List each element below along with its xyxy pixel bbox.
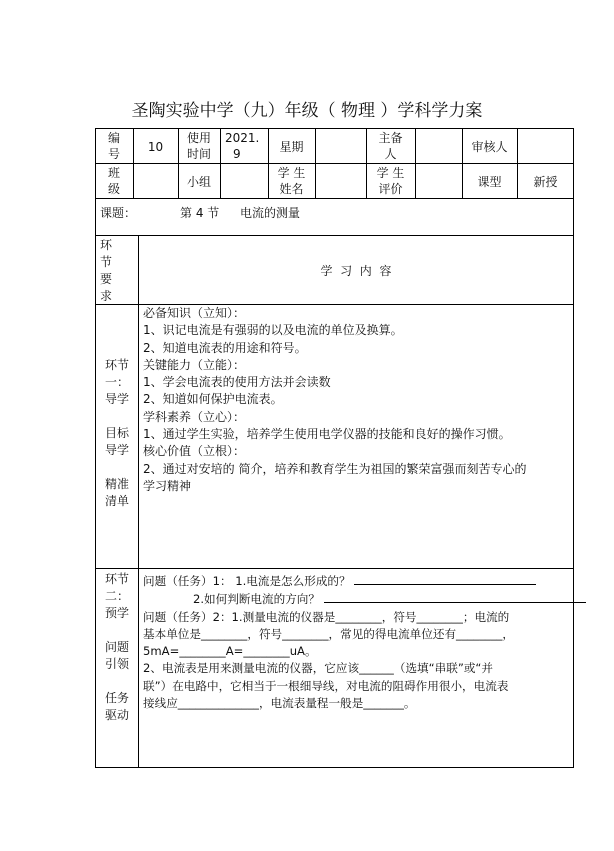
question3-line2: 联”）在电路中，它相当于一根细导线，对电流的阻碍作用很小，电流表	[143, 678, 509, 693]
topic-name: 电流的测量	[240, 206, 301, 220]
section1-content: 必备知识（立知）： 1、识记电流是有强弱的以及电流的单位及换算。 2、知道电流表的用途和符号。 关键能力（立能）： 1、学会电流表的使用方法并会读数 2、知道如何保护电流表。 学科素养（立心）： 1、通过学生实验，培养学生使用电学仪器的技能和良好的操作习惯。 核心价值（立根）： 2、通过对安培的 简介，培养和教育学生为祖国的繁荣富强而刻苦专心的 学习精神	[143, 306, 527, 493]
lesson-type-label: 课型	[477, 175, 502, 189]
student-eval-label: 学 生 评价	[376, 166, 405, 196]
usage-time-value: 2021. 9	[225, 131, 260, 161]
page-title: 圣陶实验中学（九）年级（ 物理 ）学科学力案	[131, 101, 483, 121]
weekday-label: 星期	[279, 140, 304, 154]
usage-time-label: 使用 时间	[186, 131, 211, 161]
number-label: 编 号	[107, 131, 120, 161]
section2-content	[143, 572, 571, 712]
section-requirement-label: 环 节 要 求	[100, 238, 113, 303]
section1-label: 环节 一： 导学 目标 导学 精准 清单	[104, 358, 129, 508]
preparer-label: 主备 人	[378, 131, 403, 161]
topic-section: 第 4 节	[180, 206, 220, 220]
learning-content-heading: 学 习 内 容	[320, 264, 392, 278]
question2-line3: 5mA=________A=________uA。	[143, 644, 317, 659]
question2-line2: 基本单位是________，符号________，常见的得电流单位还有________，	[143, 626, 515, 641]
student-name-label: 学 生 姓名	[277, 166, 306, 196]
section2-label: 环节 二： 预学 问题 引领 任务 驱动	[104, 572, 129, 722]
topic-label: 课题：	[100, 206, 137, 220]
group-label: 小组	[186, 175, 211, 189]
class-label: 班 级	[107, 166, 120, 196]
question1-a: 问题（任务）1： 1.电流是怎么形成的？	[143, 574, 351, 588]
question3-line3: 接线应______________，电流表量程一般是_______。	[143, 696, 416, 711]
question3-line1: 2、电流表是用来测量电流的仪器，它应该______（选填“串联”或“并	[143, 661, 494, 676]
lesson-type-value: 新授	[533, 175, 558, 189]
number-value: 10	[147, 140, 164, 154]
question2-line1: 问题（任务）2：1.测量电流的仪器是________，符号________；电流的	[143, 609, 510, 624]
reviewer-label: 审核人	[471, 140, 508, 154]
question1-b: 2.如何判断电流的方向？	[193, 592, 320, 607]
